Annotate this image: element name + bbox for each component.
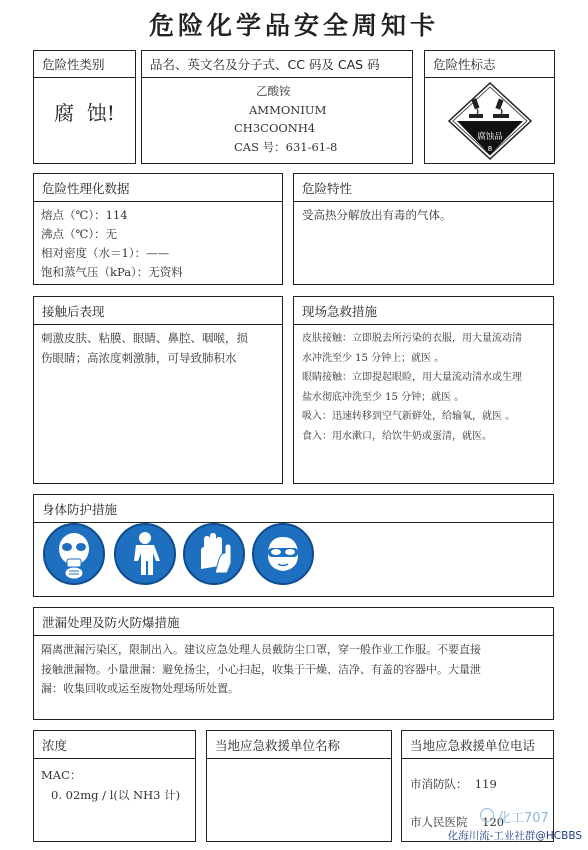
first-aid-line: 吸入：迅速转移到空气新鲜处，给输氧，就医 。 — [302, 411, 516, 422]
symptoms-line: 刺激皮肤、粘膜、眼睛、鼻腔、咽喉，损 — [41, 331, 248, 345]
spill-header: 泄漏处理及防火防爆措施 — [34, 608, 553, 636]
rescue-phone-hospital: 市人民医院 120 — [410, 815, 505, 829]
concentration-label: MAC： — [41, 768, 82, 782]
concentration-value: 0. 02mg / l(以 NH3 计) — [51, 788, 181, 802]
hazard-sign-label: 腐蚀品 — [477, 132, 503, 142]
symptoms-line: 伤眼睛；高浓度刺激肺，可导致肺积水 — [41, 350, 237, 365]
physchem-line: 饱和蒸气压（kPa）：无资料 — [41, 265, 183, 279]
hazard-category-box — [33, 50, 136, 164]
physchem-line: 沸点（℃）：无 — [41, 227, 118, 241]
hazard-props-line: 受高热分解放出有毒的气体。 — [302, 208, 452, 222]
hazard-props-header: 危险特性 — [294, 174, 553, 202]
names-chinese: 乙酸铵 — [256, 84, 291, 98]
hazard-sign-header: 危险性标志 — [425, 51, 554, 78]
spill-line: 隔离泄漏污染区，限制出入。建议应急处理人员戴防尘口罩，穿一般作业工作服。不要直接 — [41, 643, 481, 656]
first-aid-line: 水冲洗至少 15 分钟上；就医 。 — [302, 352, 445, 364]
first-aid-line: 皮肤接触：立即脱去所污染的衣服，用大量流动清 — [302, 333, 522, 344]
rescue-phone-fire: 市消防队： 119 — [410, 777, 497, 791]
spill-line: 接触泄漏物。小量泄漏：避免扬尘，小心扫起，收集于干燥、洁净、有盖的容器中。大量泄 — [41, 662, 481, 676]
symptoms-header: 接触后表现 — [34, 297, 282, 325]
first-aid-box — [293, 296, 554, 484]
hazard-category-value: 腐 蚀! — [54, 101, 115, 125]
page-title: 危险化学品安全周知卡 — [148, 11, 439, 40]
first-aid-line: 食入：用水漱口，给饮牛奶或蛋清，就医。 — [302, 430, 492, 442]
protective-suit-icon — [114, 523, 176, 585]
protection-header: 身体防护措施 — [34, 495, 553, 523]
concentration-header: 浓度 — [34, 731, 195, 759]
protection-box — [33, 494, 554, 597]
hazard-props-box — [293, 173, 554, 285]
first-aid-header: 现场急救措施 — [294, 297, 553, 325]
symptoms-box — [33, 296, 283, 484]
names-formula: CH3COONH4 — [234, 121, 316, 135]
spill-line: 漏：收集回收或运至废物处理场所处置。 — [41, 682, 239, 695]
watermark — [420, 806, 588, 850]
watermark-line2: 化海川流-工业社群@HCBBS — [447, 830, 582, 842]
names-english: AMMONIUM — [249, 102, 327, 117]
watermark-line1: 化工707 — [498, 811, 549, 826]
physchem-box — [33, 173, 283, 285]
physchem-line: 熔点（℃）：114 — [41, 208, 128, 222]
first-aid-line: 盐水彻底冲洗至少 15 分钟；就医 。 — [302, 391, 465, 403]
rescue-phone-header: 当地应急救援单位电话 — [402, 731, 553, 759]
first-aid-line: 眼睛接触：立即提起眼睑，用大量流动清水或生理 — [302, 372, 522, 383]
goggles-icon — [252, 523, 314, 585]
spill-box — [33, 607, 554, 720]
names-header: 品名、英文名及分子式、CC 码及 CAS 码 — [142, 51, 412, 78]
gas-mask-icon — [43, 523, 105, 585]
hazard-sign-box — [424, 50, 555, 164]
watermark-logo-icon — [480, 808, 494, 822]
corrosive-diamond-icon — [447, 81, 533, 161]
hazard-sign-class: 8 — [487, 145, 493, 153]
rescue-name-header: 当地应急救援单位名称 — [207, 731, 391, 759]
names-box — [141, 50, 413, 164]
physchem-header: 危险性理化数据 — [34, 174, 282, 202]
names-cas: CAS 号：631-61-8 — [234, 139, 338, 154]
physchem-line: 相对密度（水＝1）：—— — [41, 246, 170, 260]
concentration-box — [33, 730, 196, 842]
gloves-icon — [183, 523, 245, 585]
hazard-category-header: 危险性类别 — [34, 51, 135, 78]
rescue-name-box — [206, 730, 392, 842]
